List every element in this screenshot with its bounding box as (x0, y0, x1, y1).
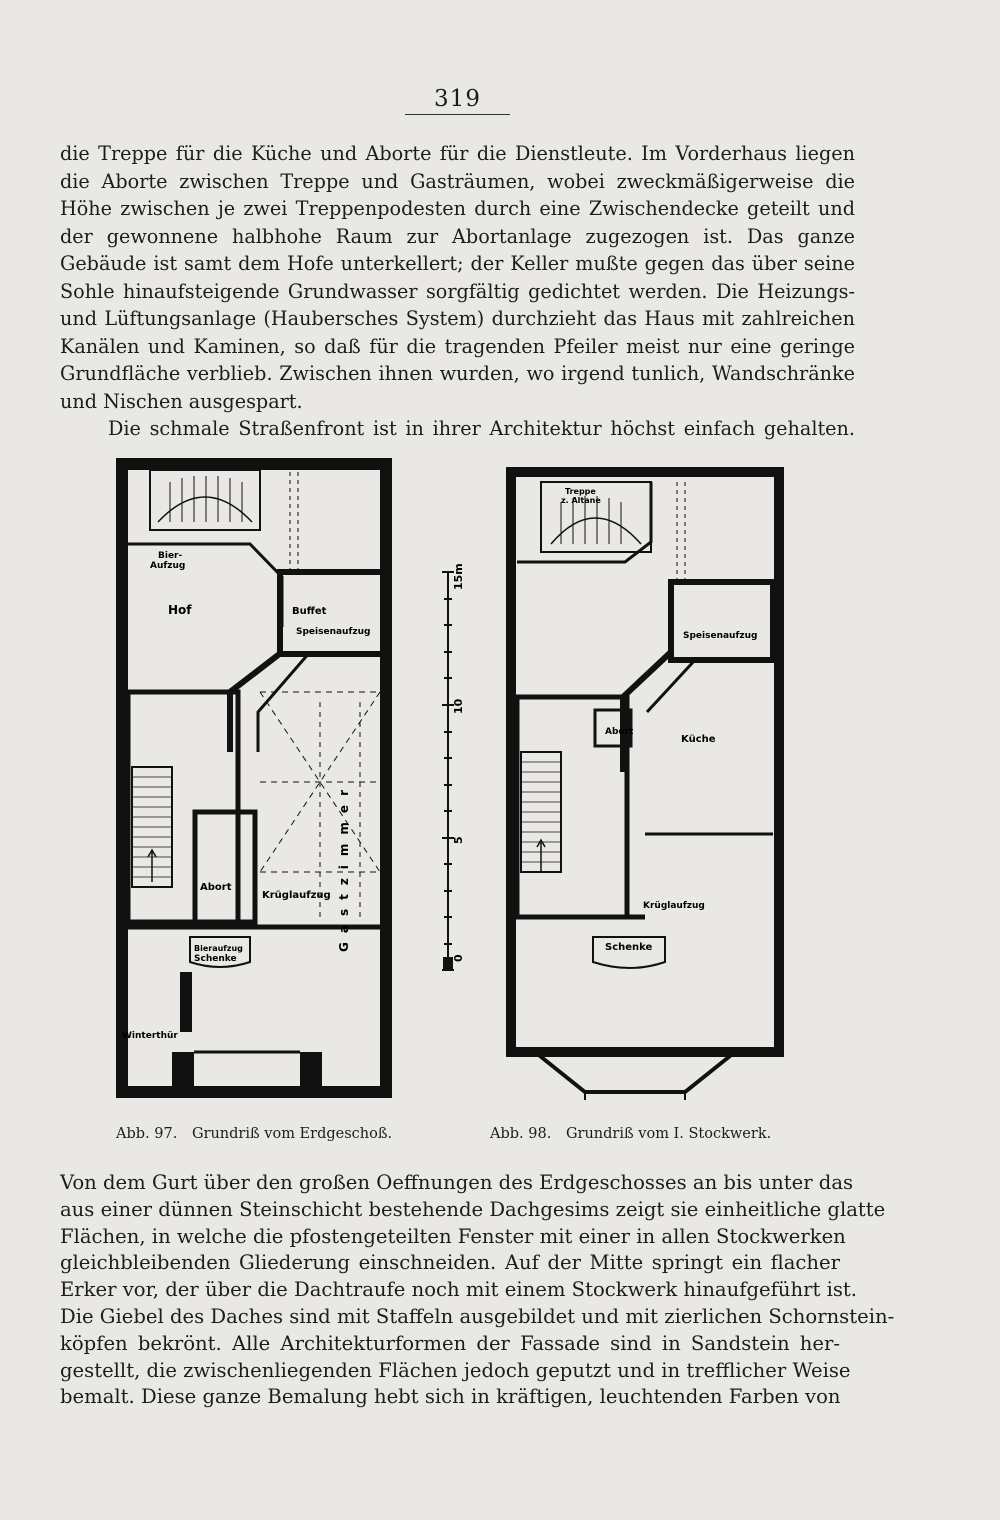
text-line: Gebäude ist samt dem Hofe unterkellert; der Keller mußte gegen das über seine (60, 252, 855, 275)
floor-plan-ground-drawing (110, 452, 500, 1102)
text-line: und Nischen ausgespart. (60, 389, 303, 413)
label-treppe-2: z. Altane (561, 496, 601, 505)
label-schenke: Schenke (194, 954, 237, 964)
text-line: Erker vor, der über die Dachtraufe noch mit einem Stockwerk hinaufgeführt ist. (60, 1278, 858, 1302)
text-line: gestellt, die zwischenliegenden Flächen jedoch geputzt und in trefflicher Weise (60, 1358, 851, 1382)
scale-label-5: 5 (452, 836, 465, 844)
text-line: Sohle hinaufsteigende Grundwasser sorgfältig gedichtet werden. Die Heizungs- (60, 279, 855, 303)
label-abort: Abort (605, 727, 634, 737)
label-bieraufzug-2: Aufzug (150, 561, 186, 571)
staircase (541, 482, 651, 552)
scale-label-15: 15m (452, 563, 465, 590)
floor-plan-first (495, 452, 805, 1102)
text-line: bemalt. Diese ganze Bemalung hebt sich in kräftigen, leuchtenden Farben von (60, 1385, 841, 1409)
label-kruglaufzug: Krüglaufzug (643, 901, 705, 911)
text-line: gleichbleibenden Gliederung einschneiden. Auf der Mitte springt ein flacher (60, 1251, 840, 1275)
bay-window (535, 1052, 735, 1092)
caption-number: Abb. 97. (116, 1126, 178, 1142)
label-speisenaufzug: Speisenaufzug (683, 631, 758, 641)
text-line: die Aborte zwischen Treppe und Gasträumen, wobei zweckmäßigerweise die (60, 169, 855, 193)
text-line: köpfen bekrönt. Alle Architekturformen der Fassade sind in Sandstein her- (60, 1331, 840, 1355)
speisenaufzug-room (671, 582, 773, 660)
text-line: Höhe zwischen je zwei Treppenpodesten durch eine Zwischendecke geteilt und (60, 197, 855, 220)
scale-label-10: 10 (452, 698, 465, 714)
paragraph-bottom (60, 1170, 895, 1411)
page-number: 319 (405, 86, 510, 115)
text-line: Flächen, in welche die pfostengeteilten Fenster mit einer in allen Stockwerken (60, 1224, 846, 1248)
label-kruglaufzug: Krüglaufzug (262, 890, 331, 901)
label-buffet: Buffet (292, 606, 327, 617)
caption-title: Grundriß vom Erdgeschoß. (191, 1126, 393, 1142)
text-line: Grundfläche verblieb. Zwischen ihnen wurden, wo irgend tunlich, Wandschränke (60, 362, 855, 385)
caption-fig97 (116, 1126, 392, 1142)
label-bieraufzug: Bier- (158, 551, 183, 561)
text-line: Von dem Gurt über den großen Oeffnungen des Erdgeschosses an bis unter das (60, 1171, 854, 1194)
label-treppe: Treppe (565, 487, 596, 496)
label-schenke: Schenke (605, 942, 653, 953)
floor-plan-ground (110, 452, 500, 1102)
label-abort: Abort (200, 882, 232, 893)
scale-label-0: 0 (452, 954, 465, 962)
text-line: Die Giebel des Daches sind mit Staffeln ausgebildet und mit zierlichen Schornstein- (60, 1304, 895, 1328)
label-speisenaufzug: Speisenaufzug (296, 627, 371, 637)
text-line: der gewonnene halbhohe Raum zur Abortanlage zugezogen ist. Das ganze (60, 224, 855, 248)
label-kueche: Küche (681, 734, 716, 745)
label-gastzimmer: Gastzimmer (337, 781, 351, 952)
label-winterthur: Winterthür (122, 1031, 178, 1041)
floor-plan-first-drawing (495, 452, 805, 1102)
paragraph-top (60, 140, 855, 443)
scale-bar (442, 572, 454, 970)
label-bieraufzug-schenke: Bieraufzug (194, 944, 243, 953)
abort-room (195, 812, 255, 922)
text-line: und Lüftungsanlage (Haubersches System) durchzieht das Haus mit zahlreichen (60, 307, 855, 330)
text-line: die Treppe für die Küche und Aborte für die Dienstleute. Im Vorderhaus liegen (60, 142, 855, 165)
label-hof: Hof (168, 603, 192, 617)
caption-fig98 (490, 1126, 771, 1142)
caption-title: Grundriß vom I. Stockwerk. (565, 1126, 772, 1142)
caption-number: Abb. 98. (490, 1126, 552, 1142)
text-line: Kanälen und Kaminen, so daß für die tragenden Pfeiler meist nur eine geringe (60, 334, 855, 358)
text-line: aus einer dünnen Steinschicht bestehende Dachgesims zeigt sie einheitliche glatte (60, 1197, 886, 1221)
staircase (150, 470, 260, 530)
text-line: Die schmale Straßenfront ist in ihrer Architektur höchst einfach gehalten. (108, 417, 855, 440)
